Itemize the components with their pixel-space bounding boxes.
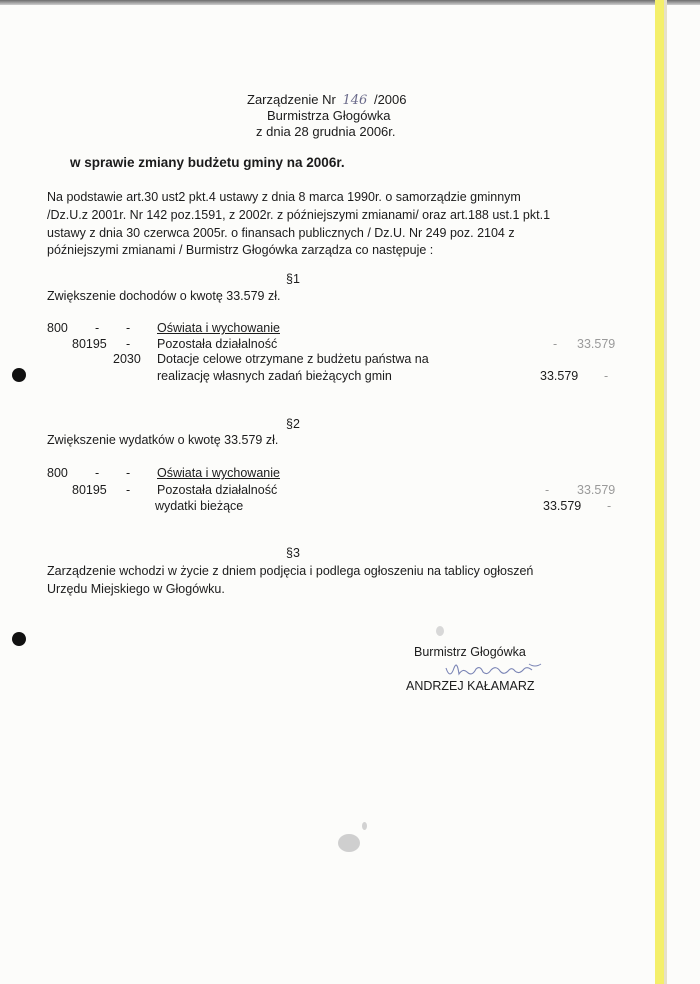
s1-row3-label: Dotacje celowe otrzymane z budżetu państwa na	[157, 352, 429, 366]
document-header-line3: z dnia 28 grudnia 2006r.	[256, 124, 396, 139]
s1-row1-code: 800	[47, 321, 68, 335]
s2-row2-amount: 33.579	[577, 483, 616, 497]
s2-row1-label: Oświata i wychowanie	[157, 466, 280, 480]
s1-row1-label: Oświata i wychowanie	[157, 321, 280, 335]
s1-row2-label: Pozostała działalność	[157, 337, 278, 351]
s1-row2-code: 80195	[72, 337, 107, 351]
s1-row2-amount-dash: -	[553, 337, 558, 351]
section3-line-1: Zarządzenie wchodzi w życie z dniem podjęcia i podlega ogłoszeniu na tablicy ogłoszeń	[47, 564, 534, 578]
scan-smudge-dot	[362, 822, 367, 830]
header-prefix: Zarządzenie Nr	[247, 92, 336, 107]
s2-row3-label: wydatki bieżące	[155, 499, 244, 513]
s1-row3-code: 2030	[113, 352, 141, 366]
section1-heading: §1	[286, 272, 300, 286]
preamble-line-2: /Dz.U.z 2001r. Nr 142 poz.1591, z 2002r. z późniejszymi zmianami/ oraz art.188 ust.1 pkt.1	[47, 208, 551, 222]
s2-row1-code: 800	[47, 466, 68, 480]
s1-row2-dash1: -	[126, 337, 131, 351]
s1-row1-dash1: -	[95, 321, 100, 335]
s2-row3-amount: 33.579	[543, 499, 582, 513]
header-suffix: /2006	[373, 92, 407, 107]
section2-heading: §2	[286, 417, 300, 431]
section3-heading: §3	[286, 546, 300, 560]
s2-row2-amount-dash: -	[545, 483, 550, 497]
s1-row1-dash2: -	[126, 321, 131, 335]
handwritten-number: 146	[342, 93, 368, 108]
s1-row2-amount: 33.579	[577, 337, 616, 351]
signature-name: ANDRZEJ KAŁAMARZ	[406, 679, 535, 693]
s2-row2-dash1: -	[126, 483, 131, 497]
preamble-line-4: późniejszymi zmianami / Burmistrz Głogówka zarządza co następuje :	[47, 243, 434, 257]
s1-row4-label: realizację własnych zadań bieżących gmin	[157, 369, 392, 383]
section3-line-2: Urzędu Miejskiego w Głogówku.	[47, 582, 225, 596]
punch-hole-bottom	[12, 632, 26, 646]
document-header-line2: Burmistrza Głogówka	[267, 108, 391, 123]
preamble-line-1: Na podstawie art.30 ust2 pkt.4 ustawy z dnia 8 marca 1990r. o samorządzie gminnym	[47, 190, 521, 204]
s1-row4-amount-dash: -	[604, 369, 609, 383]
scan-smudge-lower	[338, 834, 360, 852]
scan-edge-strip	[655, 0, 664, 984]
punch-hole-top	[12, 368, 26, 382]
s1-row4-amount: 33.579	[540, 369, 579, 383]
s2-row3-amount-dash: -	[607, 499, 612, 513]
scan-edge-shadow	[664, 0, 667, 984]
scan-smudge	[436, 626, 444, 636]
s2-row1-dash1: -	[95, 466, 100, 480]
signature-title: Burmistrz Głogówka	[414, 645, 526, 659]
section2-intro: Zwiększenie wydatków o kwotę 33.579 zł.	[47, 433, 279, 447]
document-subject: w sprawie zmiany budżetu gminy na 2006r.	[70, 155, 345, 170]
s2-row2-label: Pozostała działalność	[157, 483, 278, 497]
scan-top-edge	[0, 0, 700, 5]
s2-row2-code: 80195	[72, 483, 107, 497]
document-header-line1	[247, 92, 407, 108]
preamble-line-3: ustawy z dnia 30 czerwca 2005r. o finansach publicznych / Dz.U. Nr 249 poz. 2104 z	[47, 226, 515, 240]
s2-row1-dash2: -	[126, 466, 131, 480]
section1-intro: Zwiększenie dochodów o kwotę 33.579 zł.	[47, 289, 281, 303]
